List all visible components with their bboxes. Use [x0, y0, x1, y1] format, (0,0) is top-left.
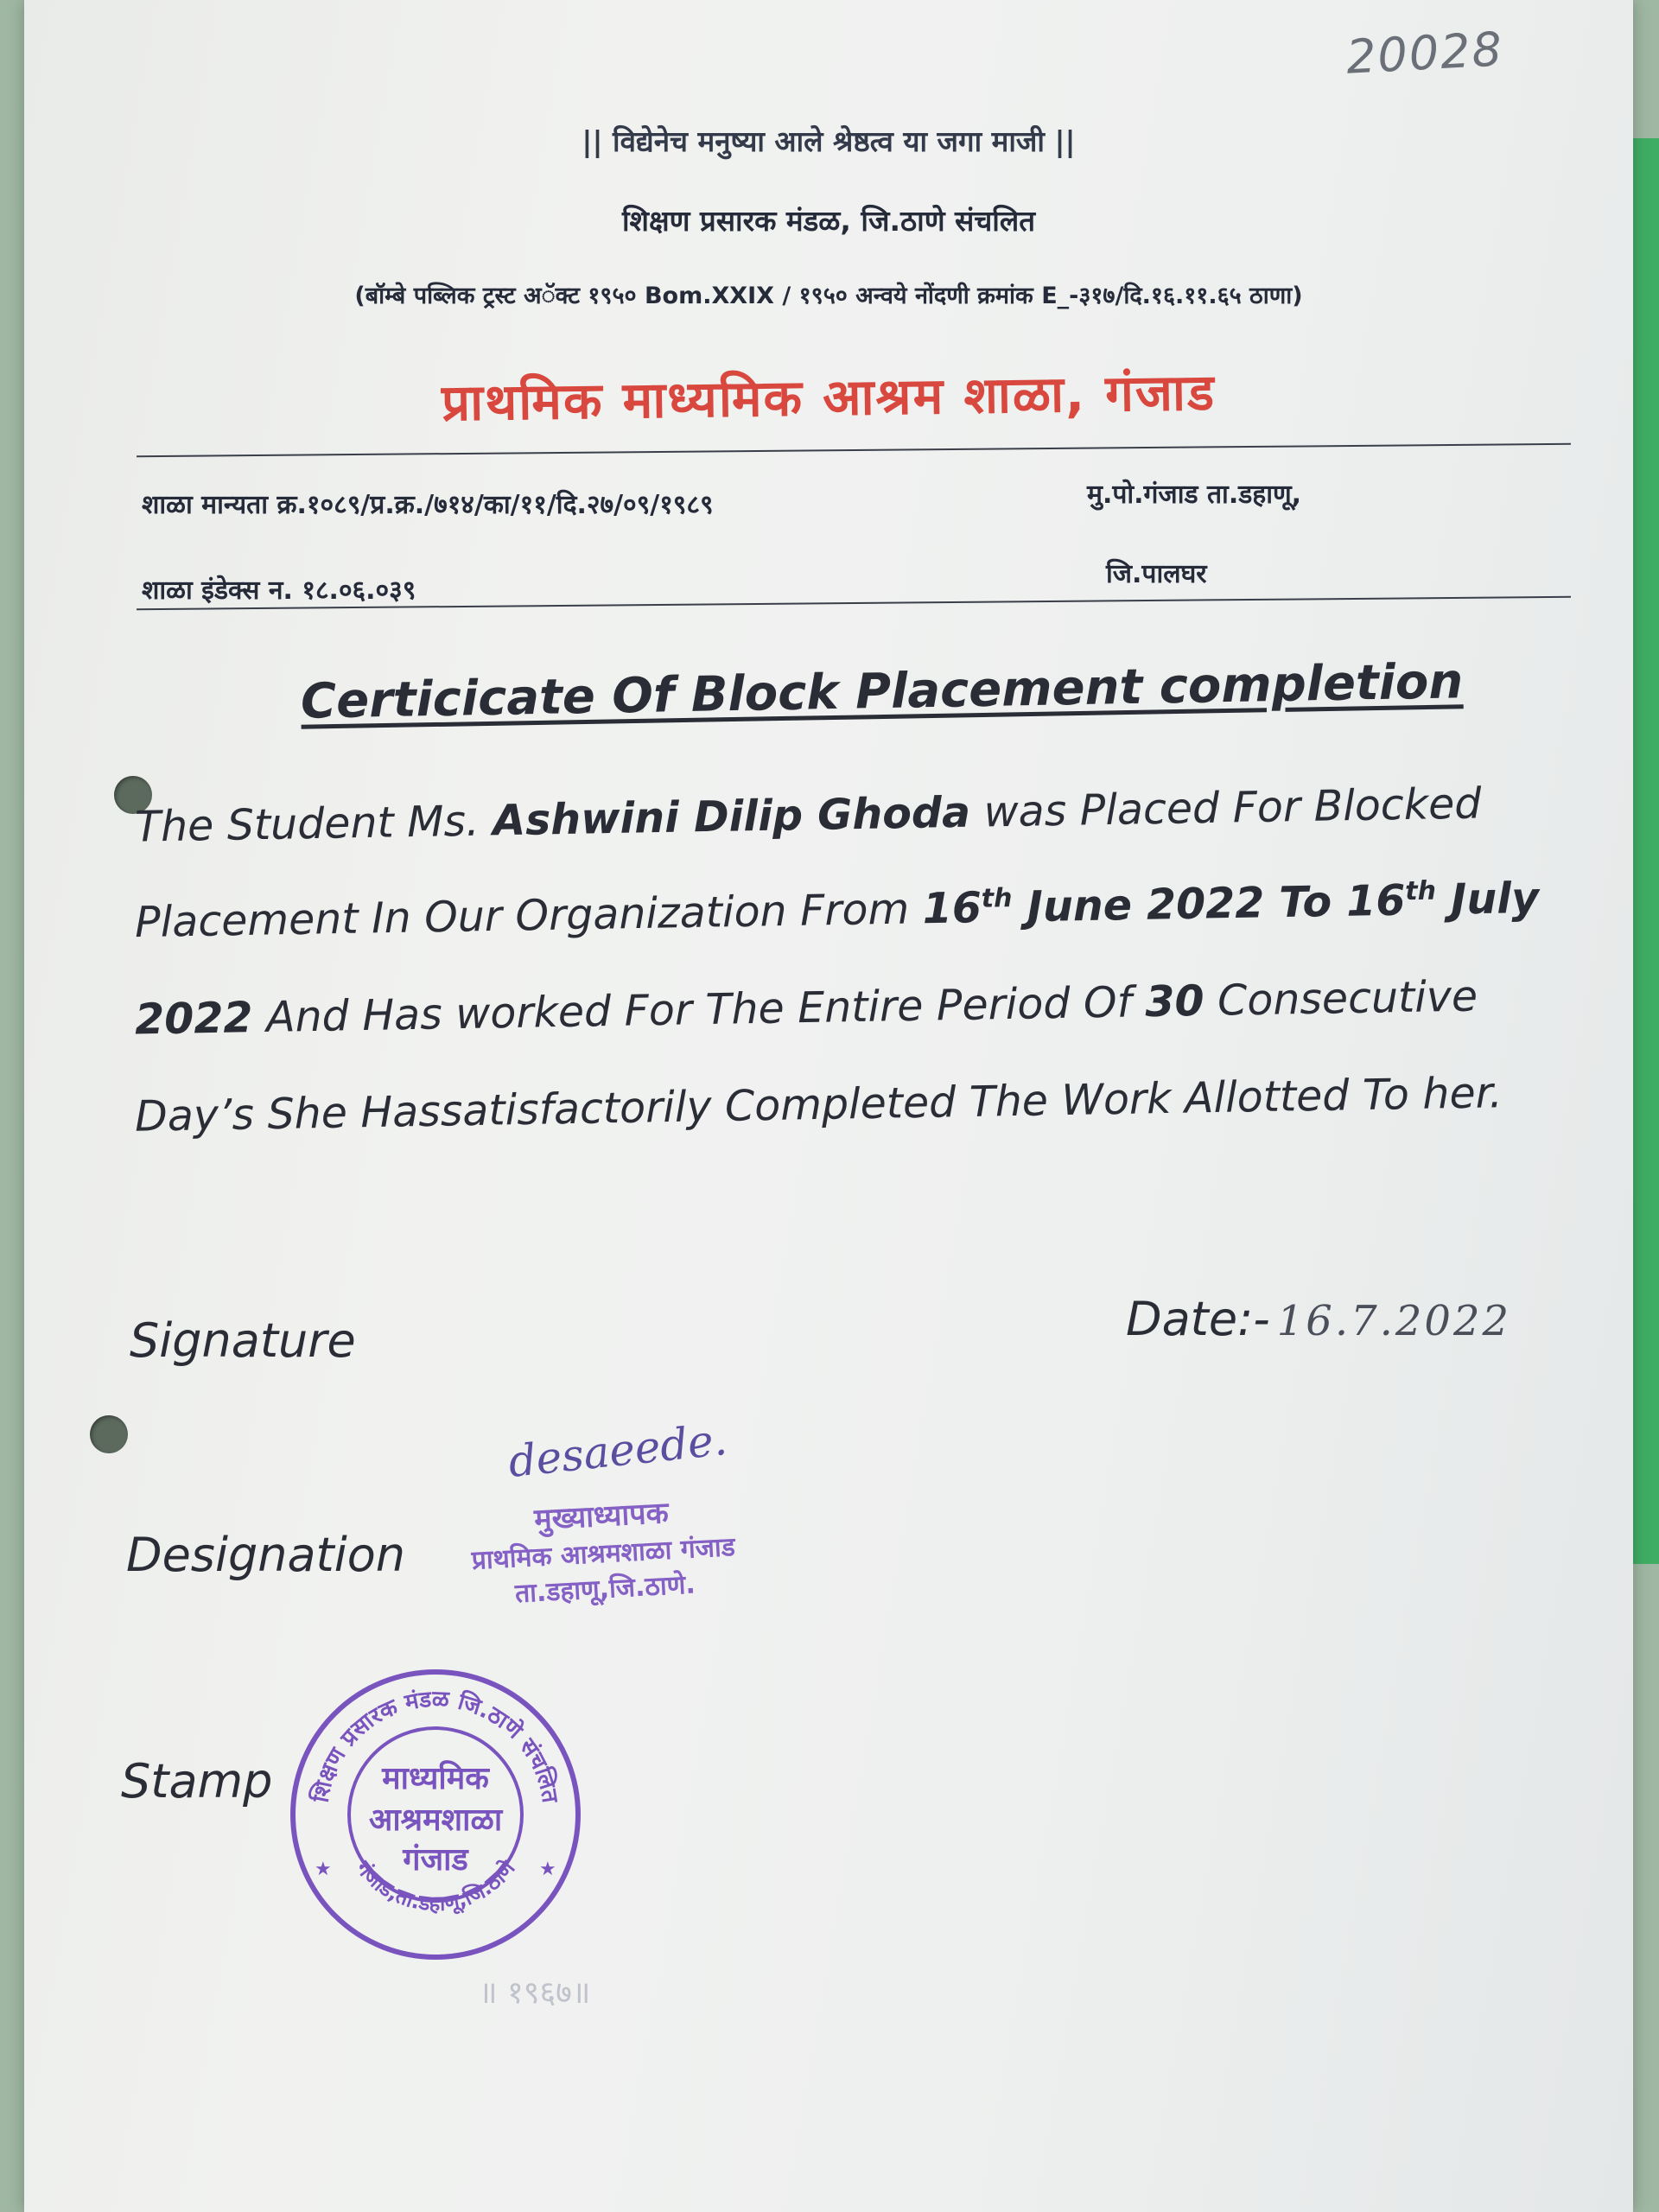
- certificate-body-line-2: [135, 874, 1540, 947]
- seal-star-icon: ★: [539, 1859, 556, 1880]
- header-divider-top: [137, 443, 1571, 457]
- certificate-title: Certicicate Of Block Placement completion: [300, 653, 1464, 730]
- days-count: 30: [1144, 976, 1205, 1027]
- to-month: July: [1435, 873, 1540, 925]
- school-recognition: शाळा मान्यता क्र.१०८९/प्र.क्र./७१४/का/११/दि.२७/०९/१९८९: [142, 490, 714, 520]
- to-suffix: th: [1404, 875, 1437, 907]
- table-edge: [1633, 138, 1659, 1564]
- from-day: 16: [922, 883, 982, 934]
- date-field: [1126, 1292, 1511, 1346]
- designation-stamp-line-2: प्राथमिक आश्रमशाळा गंजाड: [470, 1532, 736, 1576]
- punch-hole: [90, 1415, 128, 1453]
- certificate-paper: [24, 0, 1633, 2212]
- to-day: 16: [1345, 875, 1406, 926]
- seal-line-2: आश्रमशाळा: [368, 1802, 503, 1838]
- reference-number: 20028: [1344, 22, 1505, 85]
- seal-star-icon: ★: [315, 1859, 332, 1880]
- from-suffix: th: [981, 883, 1013, 914]
- school-name: प्राथमिक माध्यमिक आश्रम शाळा, गंजाड: [441, 362, 1217, 433]
- school-district: जि.पालघर: [1106, 559, 1207, 589]
- designation-stamp-line-1: मुख्याध्यापक: [533, 1496, 670, 1538]
- designation-label: Designation: [126, 1528, 405, 1582]
- body-text: was Placed For Blocked: [969, 779, 1482, 837]
- from-rest: June 2022 To: [1012, 876, 1347, 932]
- stamp-label: Stamp: [121, 1754, 273, 1808]
- designation-stamp: [402, 1484, 804, 1616]
- designation-stamp-line-3: ता.डहाणू,जि.ठाणे.: [514, 1569, 696, 1610]
- society-name: शिक्षण प्रसारक मंडळ, जि.ठाणे संचलित: [621, 204, 1036, 238]
- seal-faint-text: ॥ १९६७॥: [479, 1975, 591, 2011]
- student-name: Ashwini Dilip Ghoda: [492, 787, 971, 846]
- certificate-body-line-4: Day’s She Hassatisfactorily Completed The Work Allotted To her.: [134, 1068, 1503, 1141]
- school-index-number: शाळा इंडेक्स न. १८.०६.०३९: [142, 575, 416, 606]
- from-date: [922, 874, 1539, 933]
- school-motto: || विद्येनेच मनुष्या आले श्रेष्ठत्व या जगा माजी ||: [582, 124, 1076, 158]
- date-label: Date:-: [1126, 1292, 1270, 1346]
- body-text: The Student Ms.: [134, 796, 493, 852]
- body-text: And Has worked For The Entire Period Of: [251, 977, 1146, 1043]
- date-value: 16.7.2022: [1276, 1297, 1512, 1345]
- certificate-body-line-1: [135, 779, 1482, 851]
- school-seal: [280, 1659, 591, 1970]
- to-year: 2022: [134, 993, 253, 1045]
- seal-outer-text: शिक्षण प्रसारक मंडळ जि.ठाणे संचलित: [308, 1686, 563, 1805]
- seal-line-3: गंजाड: [403, 1842, 468, 1878]
- signature-label: Signature: [130, 1313, 356, 1368]
- handwritten-signature: desaeede.: [505, 1414, 730, 1488]
- body-text: Consecutive: [1204, 971, 1478, 1026]
- seal-line-1: माध्यमिक: [382, 1761, 489, 1796]
- certificate-body-line-3: [135, 971, 1478, 1044]
- trust-registration: (बॉम्बे पब्लिक ट्रस्ट अॅक्ट १९५० Bom.XXIX / १९५० अन्वये नोंदणी क्रमांक E_-३१७/दि.१६.११.६५ ठाणा): [354, 283, 1303, 309]
- body-text: Placement In Our Organization From: [134, 884, 924, 948]
- school-address: मु.पो.गंजाड ता.डहाणू,: [1087, 480, 1302, 510]
- seal-bottom-text: गंजाड,ता.डहाणू,जि.ठाणे: [351, 1856, 520, 1916]
